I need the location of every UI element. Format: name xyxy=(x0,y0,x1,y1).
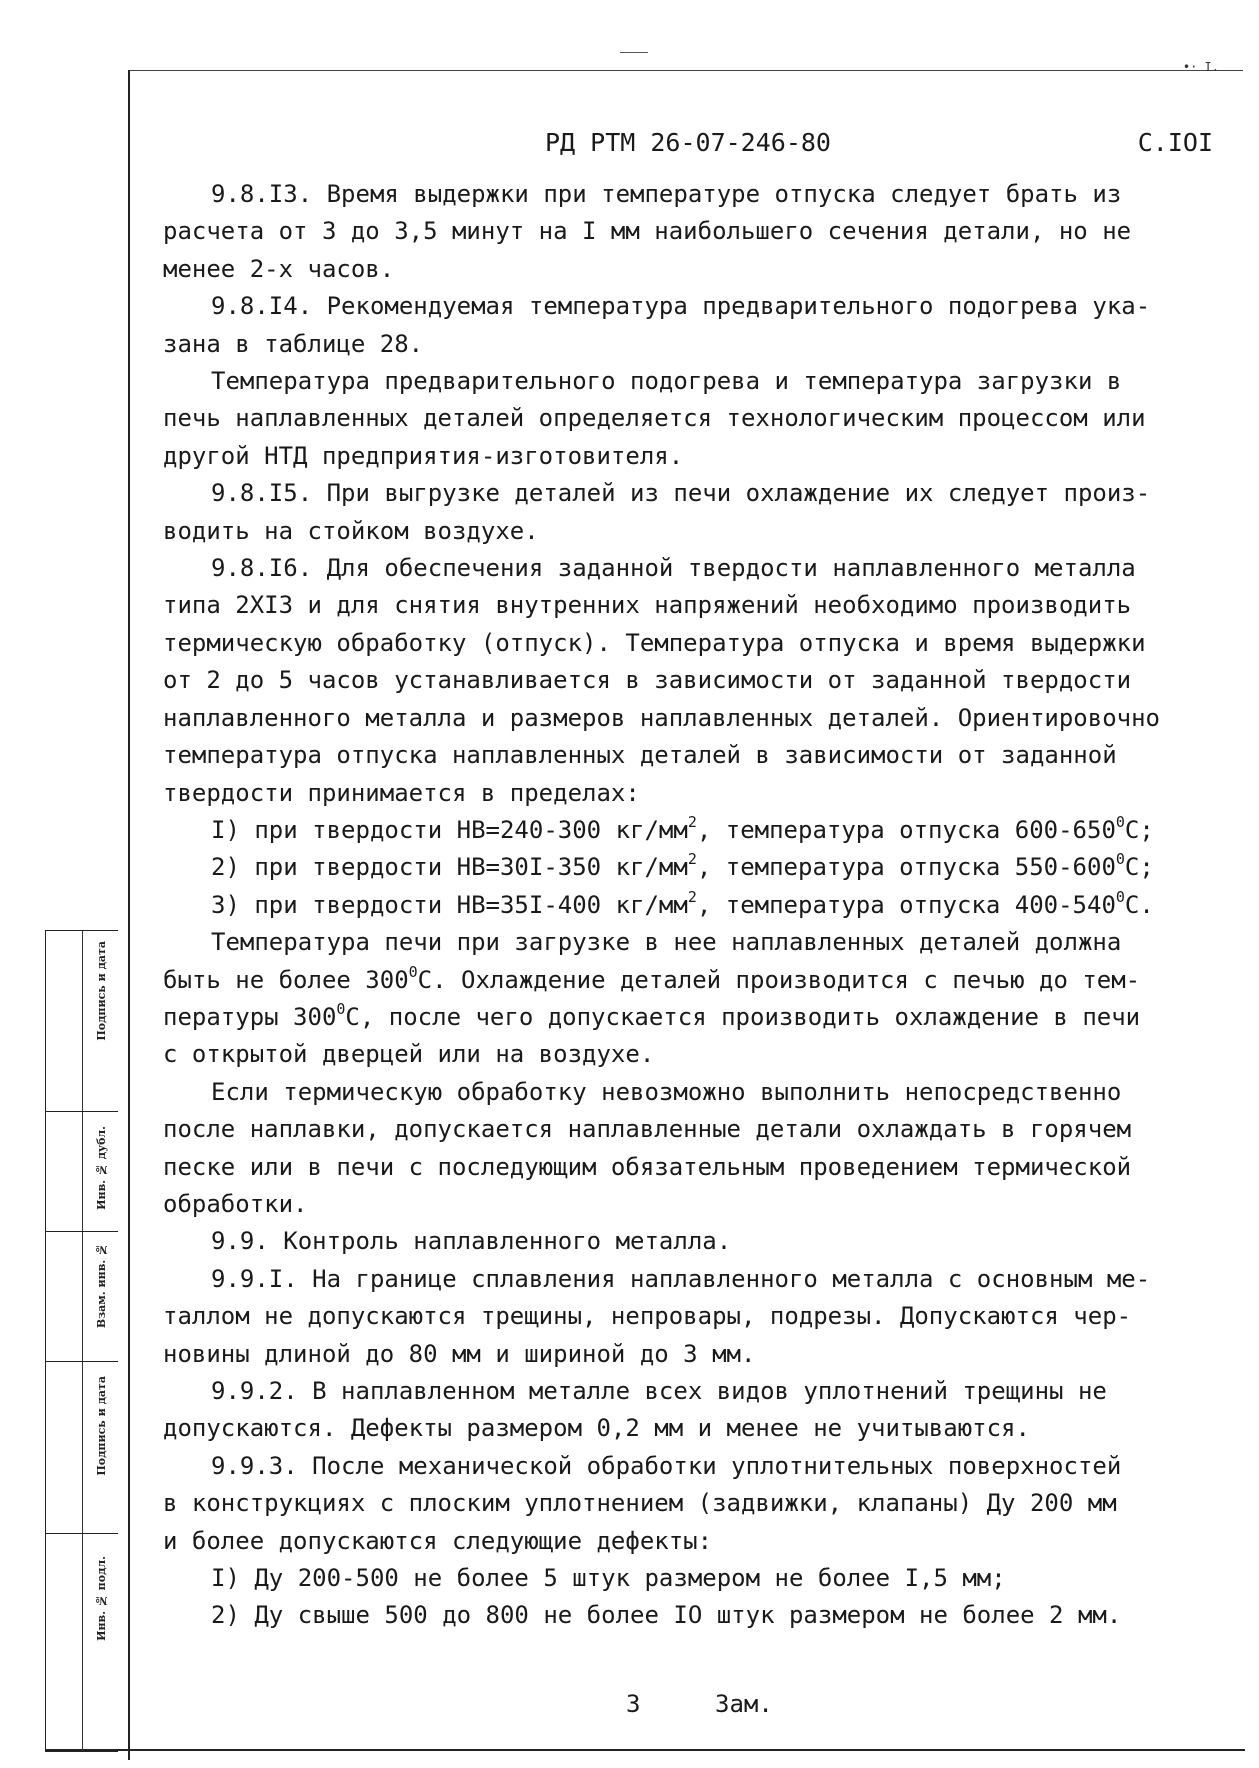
change-label: Зам. xyxy=(715,1690,773,1718)
text-line: 9.9.2. В наплавленном металле всех видов уплотнений трещины не xyxy=(211,1377,1107,1405)
text-line: после наплавки, допускается наплавленные детали охлаждать в горячем xyxy=(163,1115,1132,1144)
sidebar-label-sign-date-top: Подпись и дата xyxy=(95,941,108,1041)
text-line: допускаются. Дефекты размером 0,2 мм и менее не учитываются. xyxy=(163,1414,1030,1443)
text-segment: С. Охлаждение деталей производится с печью до тем- xyxy=(417,965,1141,994)
text-line: 9.8.I6. Для обеспечения заданной твердости наплавленного металла xyxy=(211,554,1136,583)
text-line: твердости принимается в пределах: xyxy=(163,778,640,807)
superscript: 0 xyxy=(1115,887,1125,906)
text-line xyxy=(163,812,1231,849)
text-segment: , температура отпуска 400-540 xyxy=(696,890,1116,919)
text-segment: , температура отпуска 600-650 xyxy=(696,815,1116,844)
text-segment: С; xyxy=(1124,815,1154,844)
page-number: С.IОI xyxy=(1137,128,1213,157)
text-line xyxy=(163,962,1231,999)
text-line: другой НТД предприятия-изготовителя. xyxy=(163,441,684,470)
superscript: 0 xyxy=(1115,812,1125,831)
text-line xyxy=(163,887,1231,924)
document-body xyxy=(163,176,1231,1635)
document-code: РД РТМ 26-07-246-80 xyxy=(545,128,831,157)
text-line: 9.9.I. На границе сплавления наплавленного металла с основным ме- xyxy=(211,1264,1151,1293)
text-line: 2) Ду свыше 500 до 800 не более IO штук размером не более 2 мм. xyxy=(211,1601,1122,1630)
frame-top-line xyxy=(128,70,1243,71)
text-line: температура отпуска наплавленных деталей в зависимости от заданной xyxy=(163,741,1117,770)
text-line: песке или в печи с последующим обязательным проведением термической xyxy=(163,1152,1132,1181)
text-line: зана в таблице 28. xyxy=(163,329,424,358)
text-segment: 3) при твердости НВ=35I-400 кг/мм xyxy=(211,890,688,919)
text-line: 9.9.3. После механической обработки уплотнительных поверхностей xyxy=(211,1451,1122,1480)
text-segment: быть не более 300 xyxy=(163,965,409,994)
text-line: новины длиной до 80 мм и шириной до 3 мм. xyxy=(163,1339,756,1368)
text-line: Если термическую обработку невозможно выполнить непосредственно xyxy=(211,1077,1122,1106)
sidebar-label-sign-date-bottom: Подпись и дата xyxy=(95,1376,108,1476)
text-line: 9.9. Контроль наплавленного металла. xyxy=(211,1227,732,1256)
text-line: типа 2ХI3 и для снятия внутренних напряжений необходимо производить xyxy=(163,591,1132,620)
text-line: I) Ду 200-500 не более 5 штук размером не более I,5 мм; xyxy=(211,1564,1006,1593)
corner-mark: •· I. xyxy=(1182,60,1219,74)
text-line: водить на стойком воздухе. xyxy=(163,516,539,545)
text-line: и более допускаются следующие дефекты: xyxy=(163,1526,713,1555)
text-line: 9.8.I3. Время выдержки при температуре отпуска следует брать из xyxy=(211,180,1122,208)
superscript: 2 xyxy=(687,850,697,869)
text-line: печь наплавленных деталей определяется технологическим процессом или xyxy=(163,404,1146,433)
stamp-sidebar xyxy=(45,930,118,1752)
text-line: в конструкциях с плоским уплотнением (задвижки, клапаны) Ду 200 мм xyxy=(163,1489,1117,1518)
sidebar-label-dup-inv: Инв. № дубл. xyxy=(95,1126,108,1210)
text-line xyxy=(163,849,1231,886)
text-line: термическую обработку (отпуск). Температура отпуска и время выдержки xyxy=(163,628,1146,657)
frame-bottom-line xyxy=(45,1749,1245,1751)
text-segment: I) при твердости НВ=240-300 кг/мм xyxy=(211,815,688,844)
frame-left-line xyxy=(128,70,130,1760)
text-segment: С. xyxy=(1124,890,1154,919)
text-line: с открытой дверцей или на воздухе. xyxy=(163,1040,655,1069)
text-line: Температура предварительного подогрева и температура загрузки в xyxy=(211,367,1122,396)
text-segment: 2) при твердости НВ=30I-350 кг/мм xyxy=(211,853,688,882)
text-line: от 2 до 5 часов устанавливается в зависимости от заданной твердости xyxy=(163,666,1132,695)
superscript: 0 xyxy=(336,999,346,1018)
text-segment: , температура отпуска 550-600 xyxy=(696,853,1116,882)
text-line: наплавленного металла и размеров наплавленных деталей. Ориентировочно xyxy=(163,703,1160,732)
text-line: таллом не допускаются трещины, непровары, подрезы. Допускаются чер- xyxy=(163,1302,1132,1331)
text-line: Температура печи при загрузке в нее наплавленных деталей должна xyxy=(211,928,1122,957)
superscript: 0 xyxy=(1115,850,1125,869)
text-line: менее 2-х часов. xyxy=(163,254,395,283)
text-segment: С; xyxy=(1124,853,1154,882)
superscript: 2 xyxy=(687,887,697,906)
sidebar-label-replace-inv: Взам. инв. № xyxy=(95,1243,108,1329)
text-line: 9.8.I4. Рекомендуемая температура предварительного подогрева ука- xyxy=(211,292,1151,321)
text-line: обработки. xyxy=(163,1189,308,1218)
superscript: 2 xyxy=(687,812,697,831)
sheet-number: 3 xyxy=(626,1690,641,1718)
sidebar-label-orig-inv: Инв. № подл. xyxy=(95,1556,108,1641)
text-line: расчета от 3 до 3,5 минут на I мм наибольшего сечения детали, но не xyxy=(163,217,1132,246)
text-segment: пературы 300 xyxy=(163,1002,337,1031)
superscript: 0 xyxy=(408,962,418,981)
text-line xyxy=(163,999,1231,1036)
top-stub-mark xyxy=(620,52,648,53)
text-segment: С, после чего допускается производить охлаждение в печи xyxy=(345,1002,1141,1031)
text-line: 9.8.I5. При выгрузке деталей из печи охлаждение их следует произ- xyxy=(211,479,1151,508)
